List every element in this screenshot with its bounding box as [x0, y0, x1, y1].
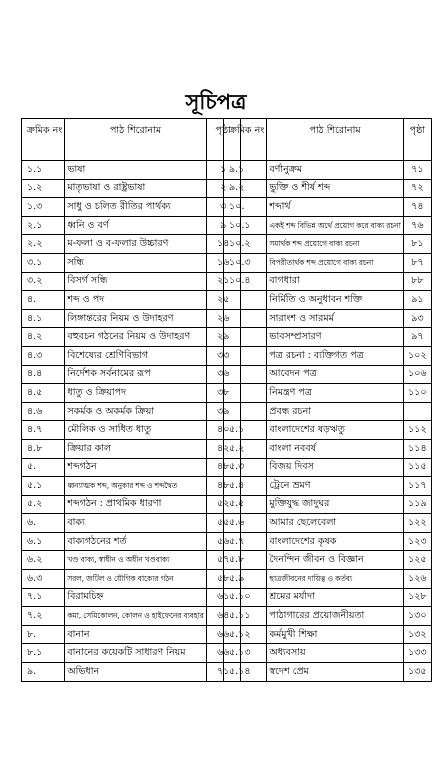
topic-title: একই শব্দ বিভিন্ন অর্থে প্রয়োগ করে বাক্য রচনা	[267, 216, 403, 235]
serial-number: ৮.১	[22, 644, 65, 663]
toc-row	[22, 551, 241, 570]
toc-row	[224, 514, 432, 533]
topic-title: বহুবচন গঠনের নিয়ম ও উদাহরণ	[65, 328, 206, 347]
page-number: ৬১	[206, 588, 240, 607]
page-number: ১৩৩	[403, 644, 431, 663]
serial-number: ৪.১	[22, 309, 65, 328]
page-number: ৯৭	[403, 328, 431, 347]
toc-row	[224, 663, 432, 682]
page-number: ৭১	[206, 663, 240, 682]
topic-title: খণ্ড বাক্য, স্বাধীন ও অধীন খণ্ডবাক্য	[65, 551, 206, 570]
page-number: ১২৮	[403, 588, 431, 607]
toc-row	[22, 402, 241, 421]
page-number: ৩৩	[206, 346, 240, 365]
serial-header: ক্রমিক নং	[224, 119, 267, 161]
page-number: ১০৬	[403, 365, 431, 384]
serial-number: ৫.৬	[224, 514, 267, 533]
toc-row	[22, 532, 241, 551]
page-number: ৫৫	[206, 514, 240, 533]
page-number: ৩৮	[206, 384, 240, 403]
toc-row	[224, 235, 432, 254]
topic-title: নির্দেশক সর্বনামের রূপ	[65, 365, 206, 384]
toc-row	[224, 551, 432, 570]
serial-number: ১.৩	[22, 198, 65, 217]
page-number: ৯	[206, 216, 240, 235]
serial-number: ৫.৭	[224, 532, 267, 551]
topic-title: ভাষা	[65, 161, 206, 180]
toc-row	[224, 402, 432, 421]
page-number: ৩৯	[206, 402, 240, 421]
serial-number: ৪.২	[22, 328, 65, 347]
topic-title: বিরামচিহ্ন	[65, 588, 206, 607]
page-header: পৃষ্ঠা	[403, 119, 431, 161]
toc-row	[22, 421, 241, 440]
page-number: ১১৫	[403, 458, 431, 477]
toc-row	[22, 365, 241, 384]
serial-number: ১.১	[22, 161, 65, 180]
serial-number: ১০.৪	[224, 272, 267, 291]
serial-header: ক্রমিক নং	[22, 119, 65, 161]
toc-row	[22, 495, 241, 514]
topic-title: সারাংশ ও সারমর্ম	[267, 309, 403, 328]
topic-title: বাক্য	[65, 514, 206, 533]
page-number: ১৩২	[403, 625, 431, 644]
serial-number: ৪.	[22, 291, 65, 310]
topic-title: স্বদেশ প্রেম	[267, 663, 403, 682]
toc-row	[22, 607, 241, 626]
topic-title: ধাতু ও ক্রিয়াপদ	[65, 384, 206, 403]
toc-row	[224, 532, 432, 551]
serial-number: ৫.১৩	[224, 644, 267, 663]
page-number: ১৪	[206, 235, 240, 254]
toc-row	[224, 421, 432, 440]
topic-title: ক্রিয়ার কাল	[65, 439, 206, 458]
toc-row	[22, 439, 241, 458]
toc-row	[224, 439, 432, 458]
serial-number	[224, 328, 267, 347]
page-number: ৭৪	[403, 198, 431, 217]
toc-row	[224, 495, 432, 514]
topic-header: পাঠ শিরোনাম	[267, 119, 403, 161]
page-number: ১	[206, 161, 240, 180]
topic-title: সকর্মক ও অকর্মক ক্রিয়া	[65, 402, 206, 421]
serial-number: ২.১	[22, 216, 65, 235]
page-title: সূচিপত্র	[185, 90, 247, 114]
serial-number: ৬.২	[22, 551, 65, 570]
topic-title: প্রবন্ধ রচনা	[267, 402, 403, 421]
page-number: ৬৬	[206, 625, 240, 644]
serial-number: ৫.৩	[224, 458, 267, 477]
serial-number	[224, 291, 267, 310]
toc-row	[22, 216, 241, 235]
serial-number: ৮.	[22, 625, 65, 644]
topic-title: আবেদন পত্র	[267, 365, 403, 384]
page-number: ৭৬	[403, 216, 431, 235]
serial-number: ১০.২	[224, 235, 267, 254]
topic-title: বাংলাদেশের কৃষক	[267, 532, 403, 551]
page-number: ১১২	[403, 421, 431, 440]
serial-number	[224, 365, 267, 384]
toc-row	[224, 328, 432, 347]
toc-row	[22, 291, 241, 310]
serial-number	[224, 402, 267, 421]
toc-row	[224, 198, 432, 217]
toc-row	[22, 253, 241, 272]
topic-title: নির্মিতি ও অনুধাবন শক্তি	[267, 291, 403, 310]
page-number: ৬৬	[206, 644, 240, 663]
page-number: ৩	[206, 198, 240, 217]
toc-row	[22, 346, 241, 365]
topic-title: সরল, জটিল ও যৌগিক বাক্যের গঠন	[65, 570, 206, 589]
topic-title: ছাত্রজীবনের দায়িত্ব ও কর্তব্য	[267, 570, 403, 589]
serial-number: ৫.১	[224, 421, 267, 440]
serial-number: ৫.১১	[224, 607, 267, 626]
serial-number: ৪.৪	[22, 365, 65, 384]
serial-number: ৪.৭	[22, 421, 65, 440]
topic-title: বাংলাদেশের ষড়ঋতু	[267, 421, 403, 440]
toc-row	[22, 198, 241, 217]
serial-number: ১০.	[224, 198, 267, 217]
toc-row	[224, 477, 432, 496]
topic-title: বিশেষ্যের শ্রেণিবিভাগ	[65, 346, 206, 365]
page-number: ১১৭	[403, 477, 431, 496]
topic-title: বিসর্গ সন্ধি	[65, 272, 206, 291]
page-number: ৮৮	[403, 272, 431, 291]
serial-number: ৫.২	[22, 495, 65, 514]
toc-row	[224, 570, 432, 589]
page-header: পৃষ্ঠা	[206, 119, 240, 161]
topic-title: বিপরীতার্থক শব্দ প্রয়োগে বাক্য রচনা	[267, 253, 403, 272]
toc-row	[22, 644, 241, 663]
serial-number: ৫.১২	[224, 625, 267, 644]
serial-number: ৪.৮	[22, 439, 65, 458]
serial-number: ৭.২	[22, 607, 65, 626]
topic-title: বিজয় দিবস	[267, 458, 403, 477]
page-number: ৫৬	[206, 532, 240, 551]
serial-number: ৫.২	[224, 439, 267, 458]
toc-row	[22, 458, 241, 477]
serial-number: ৫.৪	[224, 477, 267, 496]
toc-row	[22, 384, 241, 403]
serial-number	[224, 309, 267, 328]
topic-header: পাঠ শিরোনাম	[65, 119, 206, 161]
page-number: ২৯	[206, 328, 240, 347]
page-number: ৫২	[206, 495, 240, 514]
serial-number: ৫.৯	[224, 570, 267, 589]
toc-table-left	[21, 118, 241, 682]
topic-title: সমার্থক শব্দ প্রয়োগে বাক্য রচনা	[267, 235, 403, 254]
page-number: ১৩৫	[403, 663, 431, 682]
topic-title: ভাবসম্প্রসারণ	[267, 328, 403, 347]
serial-number: ৩.১	[22, 253, 65, 272]
page-number: ৩৬	[206, 365, 240, 384]
topic-title: পত্র রচনা : ব্যক্তিগত পত্র	[267, 346, 403, 365]
page-number: ১২৫	[403, 551, 431, 570]
serial-number: ১০.১	[224, 216, 267, 235]
serial-number: ৪.৬	[22, 402, 65, 421]
page-number: ৯১	[403, 291, 431, 310]
topic-title: দৈনন্দিন জীবন ও বিজ্ঞান	[267, 551, 403, 570]
page-number: ৭২	[403, 179, 431, 198]
toc-row	[22, 514, 241, 533]
page-number: ১৬	[206, 253, 240, 272]
page-number: ৮৭	[403, 253, 431, 272]
serial-number: ৫.১০	[224, 588, 267, 607]
serial-number	[224, 384, 267, 403]
toc-row	[22, 309, 241, 328]
topic-title: শব্দগঠন : প্রাথমিক ধারণা	[65, 495, 206, 514]
page-number: ৪৮	[206, 477, 240, 496]
topic-title: মুক্তিযুদ্ধ জাদুঘর	[267, 495, 403, 514]
topic-title: কমা, সেমিকোলন, কোলন ও হাইফেনের ব্যবহার	[65, 607, 206, 626]
page-number: ৯৩	[403, 309, 431, 328]
toc-row	[22, 272, 241, 291]
page-number: ১১৪	[403, 439, 431, 458]
toc-row	[224, 458, 432, 477]
serial-number: ৯.	[22, 663, 65, 682]
page-number: ৬৪	[206, 607, 240, 626]
topic-title: মাতৃভাষা ও রাষ্ট্রভাষা	[65, 179, 206, 198]
toc-row	[224, 607, 432, 626]
topic-title: শব্দার্থ	[267, 198, 403, 217]
topic-title: সাধু ও চলিত রীতির পার্থক্য	[65, 198, 206, 217]
toc-row	[22, 161, 241, 180]
serial-number: ২.২	[22, 235, 65, 254]
topic-title: আমার ছেলেবেলা	[267, 514, 403, 533]
toc-header-row	[22, 119, 241, 161]
toc-row	[224, 253, 432, 272]
topic-title: শ্রমের মর্যাদা	[267, 588, 403, 607]
topic-title: ভুক্তি ও শীর্ষ শব্দ	[267, 179, 403, 198]
topic-title: সন্ধি	[65, 253, 206, 272]
toc-row	[224, 179, 432, 198]
page-number: ৪৮	[206, 458, 240, 477]
page-number: ২৬	[206, 309, 240, 328]
page-number: ৪২	[206, 439, 240, 458]
toc-row	[224, 644, 432, 663]
toc-row	[224, 291, 432, 310]
toc-row	[224, 161, 432, 180]
serial-number: ৬.	[22, 514, 65, 533]
toc-row	[22, 179, 241, 198]
page-number: ১২৬	[403, 570, 431, 589]
toc-row	[224, 309, 432, 328]
page-number: ২৫	[206, 291, 240, 310]
toc-row	[22, 625, 241, 644]
serial-number: ১.২	[22, 179, 65, 198]
page-number: ১১৯	[403, 495, 431, 514]
page-number: ১২৩	[403, 532, 431, 551]
toc-row	[224, 625, 432, 644]
toc-row	[22, 477, 241, 496]
toc-header-row	[224, 119, 432, 161]
toc-row	[22, 328, 241, 347]
page-number: ৭১	[403, 161, 431, 180]
toc-row	[224, 588, 432, 607]
page-number: ২১	[206, 272, 240, 291]
topic-title: লিঙ্গান্তরের নিয়ম ও উদাহরণ	[65, 309, 206, 328]
topic-title: কর্মমুখী শিক্ষা	[267, 625, 403, 644]
page-number: ৪০	[206, 421, 240, 440]
toc-row	[224, 365, 432, 384]
serial-number	[224, 346, 267, 365]
page-number: ২	[206, 179, 240, 198]
serial-number: ৯.১	[224, 161, 267, 180]
toc-row	[22, 235, 241, 254]
toc-row	[224, 216, 432, 235]
topic-title: ট্রেনে ভ্রমণ	[267, 477, 403, 496]
toc-row	[22, 570, 241, 589]
topic-title: শব্দগঠন	[65, 458, 206, 477]
topic-title: অধ্যবসায়	[267, 644, 403, 663]
serial-number: ৫.	[22, 458, 65, 477]
page-number: ৮১	[403, 235, 431, 254]
page-number: ৫৮	[206, 570, 240, 589]
topic-title: অভিধান	[65, 663, 206, 682]
topic-title: মৌলিক ও সাধিত ধাতু	[65, 421, 206, 440]
serial-number: ৬.১	[22, 532, 65, 551]
topic-title: বাংলা নববর্ষ	[267, 439, 403, 458]
topic-title: নিমন্ত্রণ পত্র	[267, 384, 403, 403]
topic-title: ম-ফলা ও ব-ফলার উচ্চারণ	[65, 235, 206, 254]
serial-number: ৪.৩	[22, 346, 65, 365]
serial-number: ৬.৩	[22, 570, 65, 589]
topic-title: শব্দ ও পদ	[65, 291, 206, 310]
serial-number: ৫.৫	[224, 495, 267, 514]
toc-row	[224, 384, 432, 403]
page-number: ১১০	[403, 384, 431, 403]
toc-row	[224, 346, 432, 365]
serial-number: ৩.২	[22, 272, 65, 291]
topic-title: বাক্যগঠনের শর্ত	[65, 532, 206, 551]
topic-title: বাগধারা	[267, 272, 403, 291]
serial-number: ৫.১	[22, 477, 65, 496]
topic-title: বানানের কয়েকটি সাধারণ নিয়ম	[65, 644, 206, 663]
serial-number: ১০.৩	[224, 253, 267, 272]
topic-title: ধ্বন্যাত্মক শব্দ, অনুকার শব্দ ও শব্দদ্বৈত	[65, 477, 206, 496]
toc-row	[22, 663, 241, 682]
topic-title: ধ্বনি ও বর্ণ	[65, 216, 206, 235]
serial-number: ৫.৮	[224, 551, 267, 570]
topic-title: বানান	[65, 625, 206, 644]
serial-number: ৭.১	[22, 588, 65, 607]
page-number: ৫৭	[206, 551, 240, 570]
toc-row	[22, 588, 241, 607]
page-number: ১০২	[403, 346, 431, 365]
serial-number: ৫.১৪	[224, 663, 267, 682]
serial-number: ৯.২	[224, 179, 267, 198]
topic-title: বর্ণানুক্রম	[267, 161, 403, 180]
page-number	[403, 402, 431, 421]
page-number: ১২২	[403, 514, 431, 533]
topic-title: পাঠাগারের প্রয়োজনীয়তা	[267, 607, 403, 626]
serial-number: ৪.৫	[22, 384, 65, 403]
page-number: ১৩০	[403, 607, 431, 626]
toc-table-right	[223, 118, 432, 682]
toc-row	[224, 272, 432, 291]
